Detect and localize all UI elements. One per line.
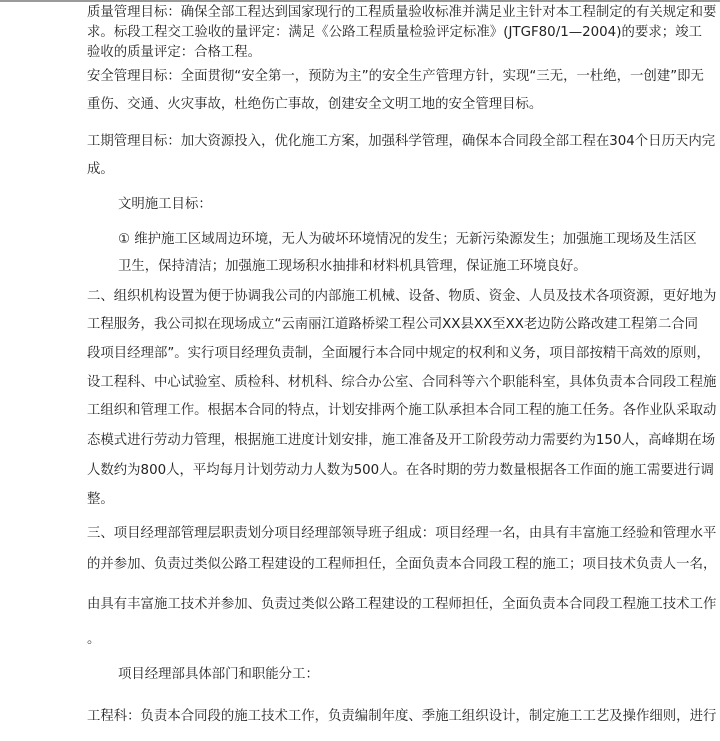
management-duties-line-2: 的并参加、负责过类似公路工程建设的工程师担任，全面负责本合同段工程的施工；项目技术负责人一名， xyxy=(87,557,717,572)
civilized-item-1-line-1: ① 维护施工区域周边环境，无人为破坏环境情况的发生；无新污染源发生；加强施工现场及生活区 xyxy=(118,232,697,247)
schedule-goal-line-1: 工期管理目标：加大资源投入，优化施工方案，加强科学管理，确保本合同段全部工程在304个日历天内完 xyxy=(87,134,716,149)
page-top-border xyxy=(0,0,720,2)
schedule-goal-line-2: 成。 xyxy=(87,162,114,177)
safety-goal-line-1: 安全管理目标：全面贯彻“安全第一，预防为主”的安全生产管理方针，实现“三无，一杜绝，一创建”即无 xyxy=(87,69,704,84)
quality-goal-line-3: 验收的质量评定：合格工程。 xyxy=(87,45,262,60)
management-duties-line-4: 。 xyxy=(87,632,101,647)
organization-line-8: 整。 xyxy=(87,492,114,507)
civilized-construction-heading: 文明施工目标： xyxy=(118,197,212,212)
quality-goal-line-2: 求。标段工程交工验收的量评定：满足《公路工程质量检验评定标准》(JTGF80/1—2004)的要求；竣工 xyxy=(87,25,702,40)
safety-goal-line-2: 重伤、交通、火灾事故，杜绝伤亡事故，创建安全文明工地的安全管理目标。 xyxy=(87,97,543,112)
organization-line-6: 态模式进行劳动力管理，根据施工进度计划安排，施工准备及开工阶段劳动力需要约为150人，高峰期在场 xyxy=(87,433,716,448)
organization-line-5: 工组织和管理工作。根据本合同的特点，计划安排两个施工队承担本合同工程的施工任务。各作业队采取动 xyxy=(87,403,717,418)
departments-heading: 项目经理部具体部门和职能分工： xyxy=(118,667,319,682)
organization-line-2: 工程服务，我公司拟在现场成立“云南丽江道路桥梁工程公司XX县XX至XX老边防公路改建工程第二合同 xyxy=(87,317,698,332)
organization-line-1: 二、组织机构设置为便于协调我公司的内部施工机械、设备、物质、资金、人员及技术各项资源，更好地为 xyxy=(87,289,717,304)
organization-line-4: 设工程科、中心试验室、质检科、材机科、综合办公室、合同科等六个职能科室，具体负责本合同段工程施 xyxy=(87,375,717,390)
management-duties-line-1: 三、项目经理部管理层职责划分项目经理部领导班子组成：项目经理一名，由具有丰富施工经验和管理水平 xyxy=(87,526,717,541)
organization-line-3: 段项目经理部”。实行项目经理负责制，全面履行本合同中规定的权利和义务，项目部按精干高效的原则， xyxy=(87,346,710,361)
quality-goal-line-1: 质量管理目标：确保全部工程达到国家现行的工程质量验收标准并满足业主针对本工程制定的有关规定和要 xyxy=(87,5,717,20)
organization-line-7: 人数约为800人，平均每月计划劳动力人数为500人。在各时期的劳力数量根据各工作面的施工需要进行调 xyxy=(87,463,714,478)
civilized-item-1-line-2: 卫生，保持清洁；加强施工现场积水抽排和材料机具管理，保证施工环境良好。 xyxy=(118,259,587,274)
engineering-dept-line-1: 工程科：负责本合同段的施工技术工作，负责编制年度、季施工组织设计，制定施工工艺及操作细则，进行 xyxy=(87,709,717,724)
management-duties-line-3: 由具有丰富施工技术并参加、负责过类似公路工程建设的工程师担任，全面负责本合同段工程施工技术工作 xyxy=(87,597,717,612)
